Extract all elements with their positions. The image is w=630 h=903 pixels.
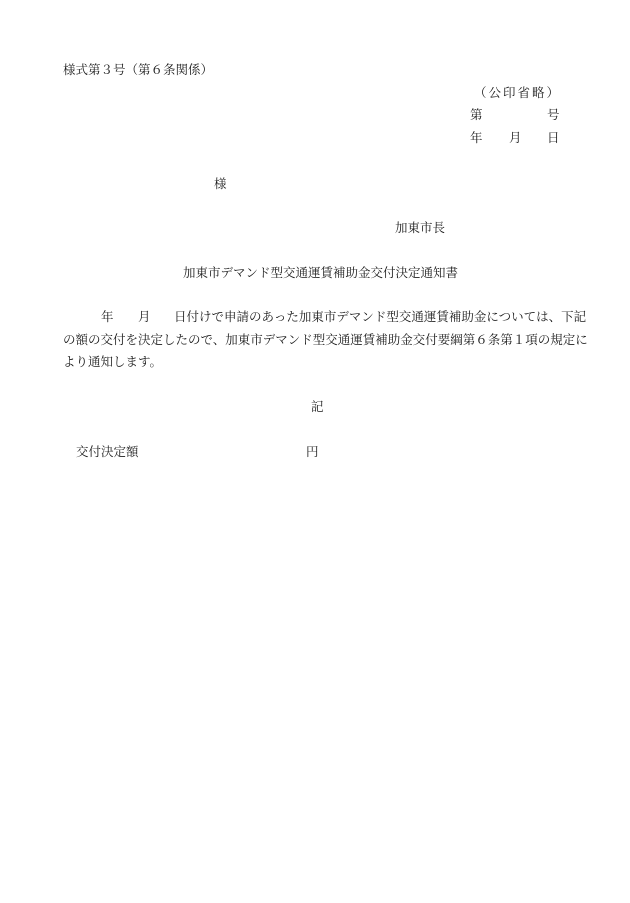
body-text-line-3: より通知します。	[63, 354, 163, 369]
seal-omitted-note: （公印省略）	[474, 85, 562, 100]
form-number: 様式第３号（第６条関係）	[63, 62, 214, 77]
ki-heading: 記	[311, 399, 324, 414]
amount-label: 交付決定額	[76, 444, 139, 459]
issuer-name: 加東市長	[395, 220, 446, 235]
date-day-label: 日	[547, 130, 560, 145]
body-year-label: 年	[101, 309, 114, 324]
body-text-line-1: 日付けで申請のあった加東市デマンド型交通運賃補助金については、下記	[174, 309, 587, 324]
body-month-label: 月	[138, 309, 151, 324]
document-title: 加東市デマンド型交通運賃補助金交付決定通知書	[183, 265, 459, 280]
body-text-line-2: の額の交付を決定したので、加東市デマンド型交通運賃補助金交付要綱第６条第１項の規定に	[63, 332, 588, 347]
date-year-label: 年	[470, 130, 483, 145]
date-month-label: 月	[509, 130, 522, 145]
amount-unit: 円	[306, 444, 319, 459]
doc-number-prefix: 第	[470, 107, 483, 122]
addressee-honorific: 様	[214, 176, 227, 191]
doc-number-suffix: 号	[547, 107, 560, 122]
